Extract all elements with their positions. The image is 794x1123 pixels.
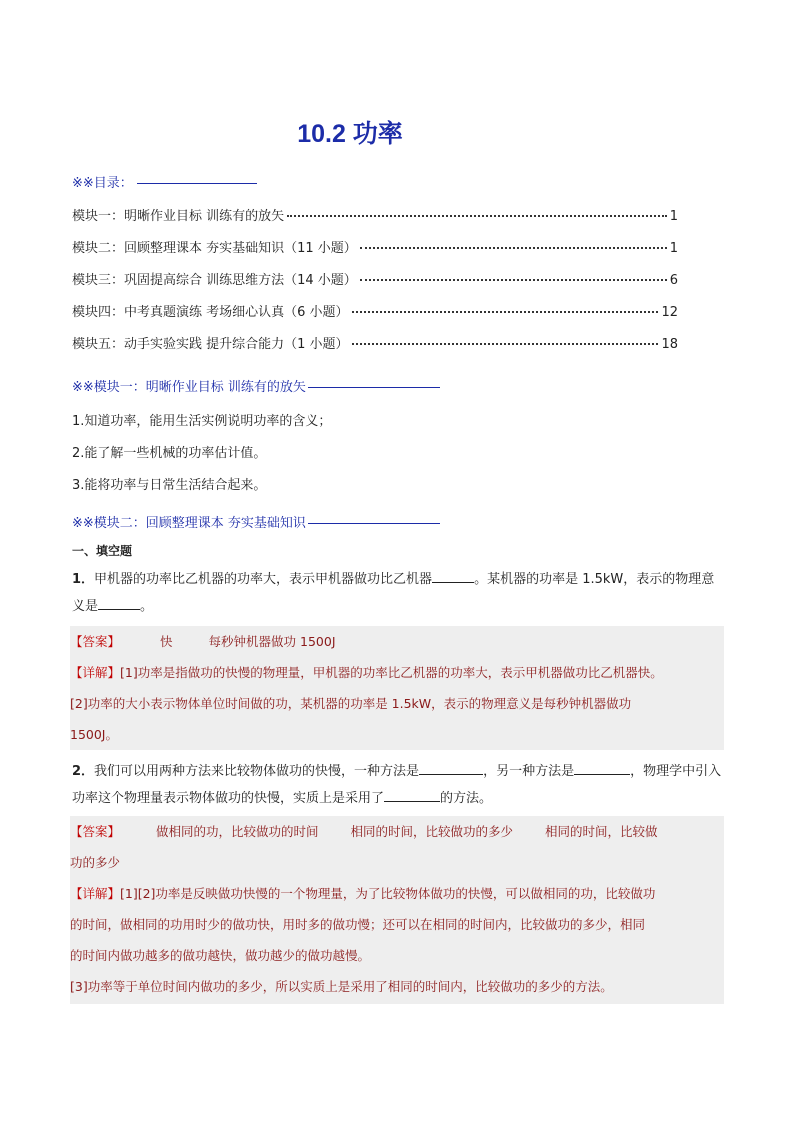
toc-item-label: 模块五：动手实验实践 提升综合能力（1 小题） [72, 337, 349, 352]
table-of-contents [72, 205, 678, 365]
detail-line: 的时间内做功越多的做功越快，做功越少的做功越慢。 [70, 948, 371, 963]
module2-heading-rule [308, 523, 440, 524]
goal-item-1: 1.知道功率，能用生活实例说明功率的含义； [72, 414, 332, 429]
page-title: 10.2 功率 [297, 120, 403, 148]
toc-item-label: 模块一：明晰作业目标 训练有的放矢 [72, 209, 285, 224]
toc-item-page: 1 [669, 209, 678, 224]
answer-blank [384, 787, 440, 802]
detail-text: [1]功率是指做功的快慢的物理量，甲机器的功率比乙机器的功率大，表示甲机器做功比乙机器快。 [120, 665, 663, 680]
question-type-label: 一、填空题 [72, 544, 133, 558]
answer-continuation: 功的多少 [70, 855, 121, 870]
module2-heading [72, 512, 440, 531]
toc-heading-rule [137, 183, 257, 184]
question-text: ，物理学中引入功率这个物理量表示物体做功的快慢，实质上是采用了 [72, 764, 722, 806]
answer-value: 相同的时间，比较做 [545, 824, 658, 839]
detail-line [70, 878, 724, 909]
detail-tag: 【详解】 [70, 886, 121, 901]
answer-blank [432, 568, 474, 583]
detail-line: 1500J。 [70, 727, 118, 742]
question-text: 。 [140, 599, 154, 614]
detail-line: 的时间，做相同的功用时少的做功快，用时多的做功慢；还可以在相同的时间内，比较做功的多少，相同 [70, 917, 646, 932]
goal-item-3: 3.能将功率与日常生活结合起来。 [72, 478, 267, 493]
answer-blank [98, 595, 140, 610]
answer-value: 相同的时间，比较做功的多少 [350, 824, 514, 839]
detail-text: [1][2]功率是反映做功快慢的一个物理量，为了比较物体做功的快慢，可以做相同的功，比较做功 [120, 886, 656, 901]
toc-item-label: 模块四：中考真题演练 考场细心认真（6 小题） [72, 305, 349, 320]
toc-item-4[interactable] [72, 301, 678, 333]
toc-item-label: 模块三：巩固提高综合 训练思维方法（14 小题） [72, 273, 357, 288]
toc-heading-text: ※※目录： [72, 176, 133, 191]
toc-item-page: 6 [669, 273, 678, 288]
question-text: 。某机器的功率是 1.5kW，表示的物理意义是 [72, 572, 715, 614]
answer-tag: 【答案】 [70, 824, 121, 839]
goal-item-2: 2.能了解一些机械的功率估计值。 [72, 446, 267, 461]
module1-heading [72, 376, 440, 395]
toc-item-2[interactable] [72, 237, 678, 269]
answer-blank [419, 760, 483, 775]
answer-line [70, 626, 724, 657]
answer-line [70, 816, 724, 847]
question-text: 的方法。 [440, 791, 493, 806]
toc-item-label: 模块二：回顾整理课本 夯实基础知识（11 小题） [72, 241, 357, 256]
question-text: 甲机器的功率比乙机器的功率大，表示甲机器做功比乙机器 [94, 572, 433, 587]
answer-value: 每秒钟机器做功 1500J [208, 634, 336, 649]
toc-leader-dots [352, 343, 659, 345]
module2-heading-text: ※※模块二：回顾整理课本 夯实基础知识 [72, 516, 306, 531]
toc-leader-dots [360, 247, 667, 249]
toc-leader-dots [360, 279, 667, 281]
toc-heading [72, 172, 257, 191]
toc-item-page: 18 [661, 337, 678, 352]
module1-heading-text: ※※模块一：明晰作业目标 训练有的放矢 [72, 380, 306, 395]
question-text: ，另一种方法是 [483, 764, 575, 779]
toc-leader-dots [352, 311, 659, 313]
module1-heading-rule [308, 387, 440, 388]
toc-item-page: 1 [669, 241, 678, 256]
detail-line: [2]功率的大小表示物体单位时间做的功，某机器的功率是 1.5kW，表示的物理意义是每秒钟机器做功 [70, 696, 632, 711]
detail-line [70, 657, 724, 688]
answer-box-2 [70, 816, 724, 1004]
toc-item-3[interactable] [72, 269, 678, 301]
answer-blank [574, 760, 630, 775]
answer-value: 快 [160, 634, 173, 649]
question-1 [72, 566, 724, 620]
toc-item-page: 12 [661, 305, 678, 320]
answer-tag: 【答案】 [70, 634, 121, 649]
question-number: 2． [72, 764, 95, 779]
toc-item-1[interactable] [72, 205, 678, 237]
question-number: 1． [72, 572, 95, 587]
detail-line: [3]功率等于单位时间内做功的多少，所以实质上是采用了相同的时间内，比较做功的多少的方法。 [70, 979, 613, 994]
toc-item-5[interactable] [72, 333, 678, 365]
answer-value: 做相同的功，比较做功的时间 [156, 824, 319, 839]
question-2 [72, 758, 724, 812]
detail-tag: 【详解】 [70, 665, 121, 680]
answer-box-1 [70, 626, 724, 750]
toc-leader-dots [287, 215, 667, 217]
question-text: 我们可以用两种方法来比较物体做功的快慢，一种方法是 [94, 764, 420, 779]
